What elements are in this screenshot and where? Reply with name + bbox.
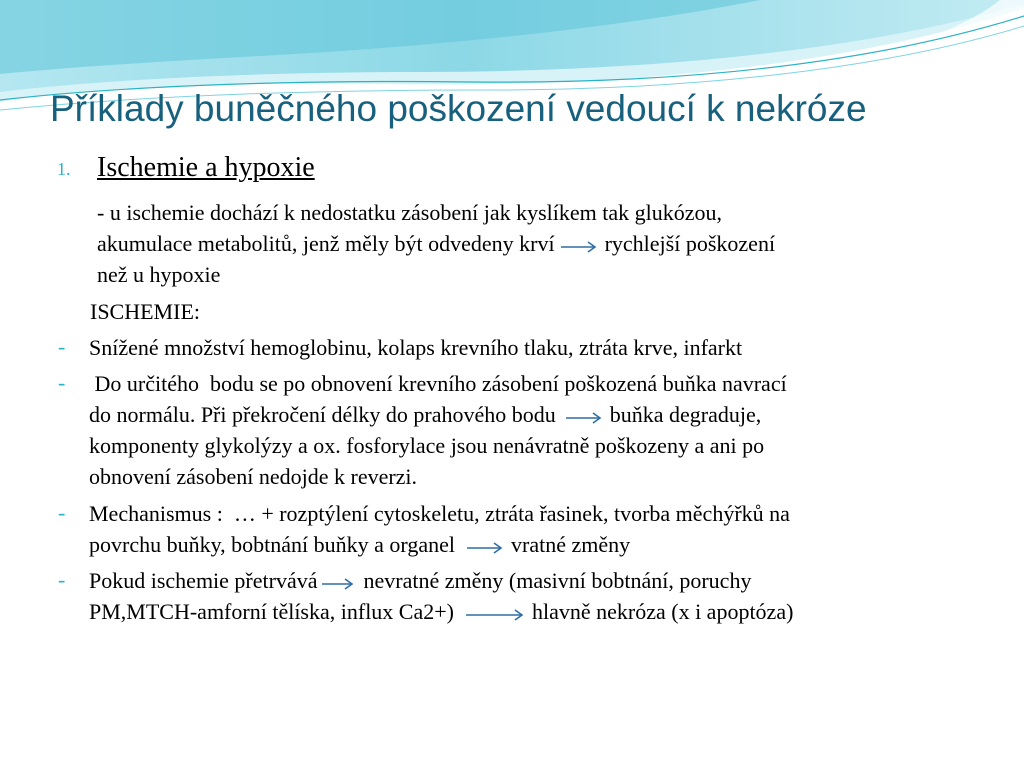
bullet-text: nevratné změny (masivní bobtnání, poruchy bbox=[363, 568, 752, 593]
intro-line: - u ischemie dochází k nedostatku zásobení jak kyslíkem tak glukózou, bbox=[97, 200, 723, 225]
bullet-line bbox=[89, 399, 761, 430]
arrow-right-icon bbox=[564, 409, 604, 425]
bullet-line: Do určitého bodu se po obnovení krevního zásobení poškozená buňka navrací bbox=[89, 371, 787, 396]
intro-text: akumulace metabolitů, jenž měly být odvedeny krví bbox=[97, 231, 555, 256]
arrow-right-icon bbox=[464, 606, 526, 622]
bullet-text: buňka degraduje, bbox=[609, 402, 762, 427]
section-heading: Ischemie a hypoxie bbox=[97, 152, 315, 183]
bullet-line bbox=[89, 529, 630, 560]
bullet-text: vratné změny bbox=[511, 532, 631, 557]
arrow-right-icon bbox=[465, 539, 505, 555]
bullet-text: Pokud ischemie přetrvává bbox=[89, 568, 318, 593]
bullet-line: Mechanismus : … + rozptýlení cytoskeletu, ztráta řasinek, tvorba měchýřků na bbox=[89, 501, 790, 526]
section-label: ISCHEMIE: bbox=[90, 299, 200, 324]
bullet-text: do normálu. Při překročení délky do prahového bodu bbox=[89, 402, 556, 427]
bullet-dash: - bbox=[58, 370, 66, 395]
bullet-text: hlavně nekróza (x i apoptóza) bbox=[531, 599, 794, 624]
bullet-line: obnovení zásobení nedojde k reverzi. bbox=[89, 464, 418, 489]
arrow-right-icon bbox=[320, 575, 356, 591]
intro-line bbox=[97, 228, 775, 259]
intro-text: rychlejší poškození bbox=[604, 231, 776, 256]
list-number: 1. bbox=[57, 159, 71, 179]
bullet-text: povrchu buňky, bobtnání buňky a organel bbox=[89, 532, 455, 557]
bullet-text: PM,MTCH-amforní tělíska, influx Ca2+) bbox=[89, 599, 454, 624]
bullet-line: komponenty glykolýzy a ox. fosforylace jsou nenávratně poškozeny a ani po bbox=[89, 433, 765, 458]
bullet-dash: - bbox=[58, 500, 66, 525]
bullet-line: Snížené množství hemoglobinu, kolaps krevního tlaku, ztráta krve, infarkt bbox=[89, 335, 743, 360]
bullet-dash: - bbox=[58, 334, 66, 359]
arrow-right-icon bbox=[559, 238, 599, 254]
bullet-dash: - bbox=[58, 567, 66, 592]
bullet-line bbox=[89, 596, 793, 627]
bullet-line bbox=[89, 565, 751, 596]
slide-title: Příklady buněčného poškození vedoucí k nekróze bbox=[50, 88, 867, 129]
intro-line: než u hypoxie bbox=[97, 262, 221, 287]
